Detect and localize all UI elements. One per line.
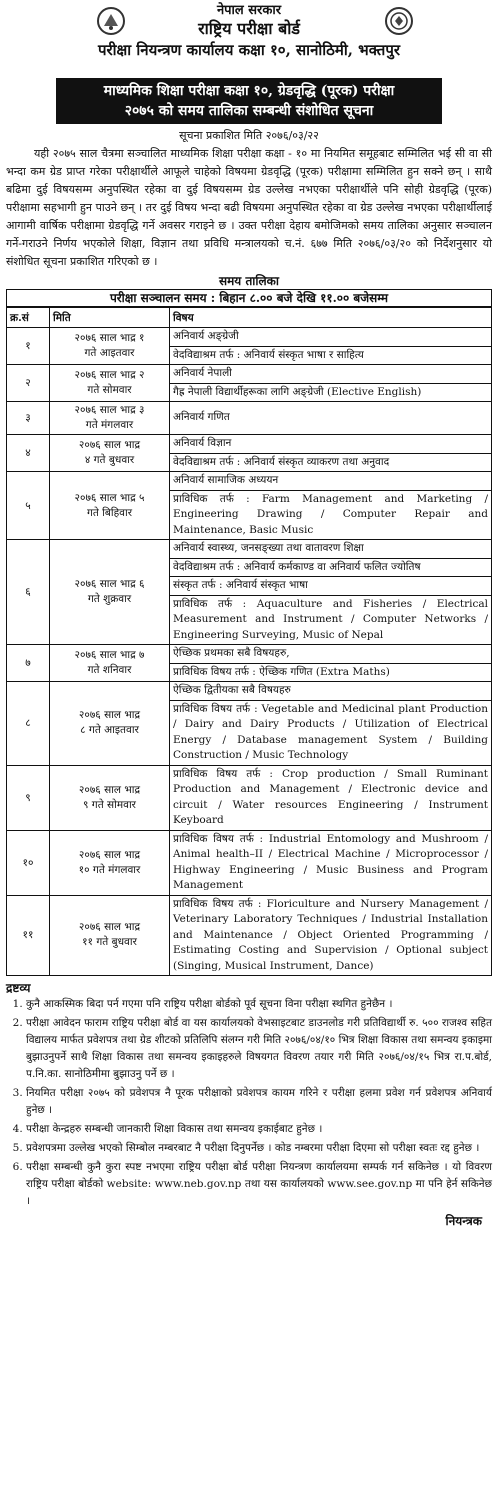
row-subject: अनिवार्य स्वास्थ्य, जनसङ्ख्या तथा वातावरण शिक्षा	[170, 540, 492, 559]
note-item: 4. परीक्षा केन्द्रहरु सम्बन्धी जानकारी शिक्षा विकास तथा समन्वय इकाईबाट हुनेछ ।	[26, 1121, 492, 1138]
intro-paragraph: यही २०७५ साल चैत्रमा सञ्चालित माध्यमिक शिक्षा परीक्षा कक्षा - १० मा नियमित समूहबाट सम्मिलित भई सी वा सी भन्दा कम ग्रेड प्राप्त गरेका परीक्षार्थीले आफूले चाहेको विषयमा ग्रेडवृद्धि (पूरक) परीक्षामा सम्मिलित हुन सक्ने छन् । साथै बढिमा दुई विषयसम्म अनुपस्थित रहेका वा दुई विषयसम्म ग्रेड उल्लेख नभएका परीक्षार्थीले पनि सोही ग्रेडवृद्धि (पूरक) परीक्षामा सहभागी हुन पाउने छन् । तर दुई विषय भन्दा बढी विषयमा अनुपस्थित रहेका वा ग्रेड उल्लेख नभएका परीक्षार्थीलाई आगामी वार्षिक परीक्षामा ग्रेडवृद्धि गर्ने अवसर गराइने छ । उक्त परीक्षा देहाय बमोजिमको समय तालिका अनुसार सञ्चालन गर्ने-गराउने निर्णय भएकोले शिक्षा, विज्ञान तथा प्रविधि मन्त्रालयको च.नं. ६७७ मिति २०७६/०३/२० को निर्देशनुसार यो संशोधित सूचना प्रकाशित गरिएको छ ।	[6, 147, 492, 268]
row-serial: २	[7, 365, 50, 402]
row-subject: प्राविधिक तर्फ : Farm Management and Marketing / Engineering Drawing / Computer Repair and Maintenance, Basic Music	[170, 490, 492, 540]
row-date-line-2: गते सोमवार	[87, 384, 132, 396]
row-serial: ७	[7, 645, 50, 682]
row-subject: गैह्र नेपाली विद्यार्थीहरूका लागि अङ्ग्रेजी (Elective English)	[170, 383, 492, 402]
row-subject: वेदविद्याश्रम तर्फ : अनिवार्य संस्कृत भाषा र साहित्य	[170, 346, 492, 365]
row-date-line-2: ११ गते बुधवार	[82, 936, 137, 949]
table-row	[7, 830, 492, 895]
row-serial: ८	[7, 682, 50, 766]
table-row	[7, 682, 492, 701]
row-subject: अनिवार्य अङ्ग्रेजी	[170, 328, 492, 347]
table-row	[7, 365, 492, 384]
row-serial: ११	[7, 895, 50, 976]
row-date-line-1: २०७६ साल भाद्र	[78, 439, 141, 451]
table-header-row	[7, 308, 492, 328]
table-row	[7, 402, 492, 435]
row-date-line-1: २०७६ साल भाद्र ७	[74, 649, 145, 661]
row-date-line-1: २०७६ साल भाद्र ६	[74, 578, 145, 590]
row-serial: ४	[7, 435, 50, 472]
row-date-line-1: २०७६ साल भाद्र १	[74, 332, 145, 344]
row-date-line-1: २०७६ साल भाद्र ३	[74, 404, 145, 416]
row-subject: प्राविधिक विषय तर्फ : Industrial Entomology and Mushroom / Animal health–II / Electrical Machine / Microprocessor / Highway Engineering / Music Business and Program Management	[170, 830, 492, 895]
nepal-emblem-icon	[96, 6, 126, 36]
note-item: 2. परीक्षा आवेदन फाराम राष्ट्रिय परीक्षा बोर्ड वा यस कार्यालयको वेभसाइटबाट डाउनलोड गरी प्रतिविद्यार्थी रु. ५०० राजश्व सहित विद्यालय मार्फत प्रवेशपत्र तथा ग्रेड शीटको प्रतिलिपि संलग्न गरी मिति २०७६/०४/१० भित्र शिक्षा विकास तथा समन्वय इकाइमा बुझाउनुपर्ने साथै शिक्षा विकास तथा समन्वय इकाइहरुले विषयगत विवरण तयार गरी मिति २०७६/०४/१५ भित्र रा.प.बोर्ड, प.नि.का. सानोठिमीमा बुझाउनु पर्ने छ ।	[26, 1015, 492, 1083]
row-subject: अनिवार्य विज्ञान	[170, 435, 492, 454]
row-date-line-2: गते आइतवार	[84, 347, 135, 359]
row-subject: अनिवार्य गणित	[170, 402, 492, 435]
header-sn: क्र.सं	[7, 308, 50, 328]
schedule-table	[6, 307, 492, 976]
row-date-line-2: गते शनिवार	[87, 664, 132, 676]
board-seal-icon	[384, 6, 414, 36]
note-item: 1. कुनै आकस्मिक बिदा पर्न गएमा पनि राष्ट्रिय परीक्षा बोर्डको पूर्व सूचना विना परीक्षा स्थगित हुनेछैन ।	[26, 996, 492, 1013]
header	[6, 0, 492, 78]
header-subject: विषय	[170, 308, 492, 328]
note-item: 5. प्रवेशपत्रमा उल्लेख भएको सिम्बोल नम्बरबाट नै परीक्षा दिनुपर्नेछ । कोड नम्बरमा परीक्षा दिएमा सो परीक्षा स्वतः रद्द हुनेछ ।	[26, 1140, 492, 1157]
row-subject: प्राविधिक विषय तर्फ : Crop production / Small Ruminant Production and Management / Electronic device and circuit / Water resources Engineering / Instrument Keyboard	[170, 765, 492, 830]
table-row	[7, 765, 492, 830]
row-date	[50, 830, 170, 895]
office-title: परीक्षा नियन्त्रण कार्यालय कक्षा १०, सानोठिमी, भक्तपुर	[98, 41, 400, 59]
row-date-line-1: २०७६ साल भाद्र	[78, 921, 141, 934]
board-title: राष्ट्रिय परीक्षा बोर्ड	[198, 19, 300, 38]
row-date-line-2: ८ गते आइतवार	[80, 724, 139, 737]
row-subject: ऐच्छिक प्रथमका सबै विषयहरु,	[170, 645, 492, 664]
row-subject: अनिवार्य नेपाली	[170, 365, 492, 384]
row-serial: ५	[7, 472, 50, 540]
row-serial: ९	[7, 765, 50, 830]
table-row	[7, 645, 492, 664]
notes-title: द्रष्टव्य	[6, 981, 31, 995]
exam-time: परीक्षा सञ्चालन समय : बिहान ८.०० बजे देखि ११.०० बजेसम्म	[6, 289, 492, 307]
table-row	[7, 328, 492, 347]
notice-banner	[56, 78, 442, 124]
row-date-line-1: २०७६ साल भाद्र २	[74, 369, 145, 381]
banner-line-1: माध्यमिक शिक्षा परीक्षा कक्षा १०, ग्रेडवृद्धि (पूरक) परीक्षा	[103, 83, 395, 99]
table-row	[7, 540, 492, 559]
note-item: 3. नियमित परीक्षा २०७५ को प्रवेशपत्र नै पूरक परीक्षाको प्रवेशपत्र कायम गरिने र परीक्षा हलमा प्रवेश गर्न प्रवेशपत्र अनिवार्य हुनेछ ।	[26, 1085, 492, 1119]
row-subject: वेदविद्याश्रम तर्फ : अनिवार्य कर्मकाण्ड वा अनिवार्य फलित ज्योतिष	[170, 558, 492, 577]
row-date-line-2: १० गते मंगलवार	[78, 863, 141, 876]
government-title: नेपाल सरकार	[216, 3, 282, 18]
row-date	[50, 682, 170, 766]
row-date-line-1: २०७६ साल भाद्र	[78, 783, 141, 796]
row-serial: ६	[7, 540, 50, 645]
row-subject: प्राविधिक विषय तर्फ : Floriculture and Nursery Management / Veterinary Laboratory Techniques / Industrial Installation and Maintenance / Object Oriented Programming / Estimating Costing and Supervision / Optional subject (Singing, Musical Instrument, Dance)	[170, 895, 492, 976]
row-date-line-2: गते शुक्रवार	[87, 593, 132, 605]
row-date	[50, 365, 170, 402]
row-subject: प्राविधिक विषय तर्फ : ऐच्छिक गणित (Extra Maths)	[170, 663, 492, 682]
row-date	[50, 472, 170, 540]
row-date-line-2: ९ गते सोमवार	[83, 798, 136, 811]
row-date	[50, 435, 170, 472]
row-date-line-2: गते मंगलवार	[85, 419, 134, 431]
banner-line-2: २०७५ को समय तालिका सम्बन्धी संशोधित सूचना	[124, 103, 374, 119]
row-date	[50, 540, 170, 645]
row-subject: अनिवार्य सामाजिक अध्ययन	[170, 472, 492, 491]
header-date: मिति	[50, 308, 170, 328]
note-item: 6. परीक्षा सम्बन्धी कुनै कुरा स्पष्ट नभएमा राष्ट्रिय परीक्षा बोर्ड परीक्षा नियन्त्रण कार्यालयमा सम्पर्क गर्न सकिनेछ । यो विवरण राष्ट्रिय परीक्षा बोर्डको website: www.neb.gov.np तथा यस कार्यालयको www.see.gov.np मा पनि हेर्न सकिनेछ ।	[26, 1159, 492, 1210]
schedule-title: समय तालिका	[219, 274, 279, 288]
signature: नियन्त्रक	[445, 1214, 482, 1228]
row-date-line-1: २०७६ साल भाद्र	[78, 848, 141, 861]
row-date	[50, 402, 170, 435]
table-row	[7, 895, 492, 976]
row-subject: प्राविधिक विषय तर्फ : Vegetable and Medicinal plant Production / Dairy and Dairy Products / Utilization of Electrical Energy / Database management System / Building Construction / Music Technology	[170, 700, 492, 765]
row-date-line-2: ४ गते बुधवार	[84, 454, 135, 466]
row-date-line-1: २०७६ साल भाद्र	[78, 709, 141, 722]
row-date	[50, 765, 170, 830]
row-serial: १	[7, 328, 50, 365]
row-serial: ३	[7, 402, 50, 435]
row-subject: ऐच्छिक द्वितीयका सबै विषयहरु	[170, 682, 492, 701]
row-date	[50, 645, 170, 682]
row-subject: प्राविधिक तर्फ : Aquaculture and Fisheries / Electrical Measurement and Instrument / Computer Networks / Engineering Surveying, Music of Nepal	[170, 595, 492, 645]
row-date-line-2: गते बिहिवार	[86, 506, 133, 519]
notes-list	[6, 996, 492, 1210]
row-date	[50, 328, 170, 365]
table-row	[7, 472, 492, 491]
published-date: सूचना प्रकाशित मिति २०७६/०३/२२	[179, 129, 319, 142]
row-date-line-1: २०७६ साल भाद्र ५	[74, 491, 145, 504]
row-subject: संस्कृत तर्फ : अनिवार्य संस्कृत भाषा	[170, 577, 492, 596]
row-subject: वेदविद्याश्रम तर्फ : अनिवार्य संस्कृत व्याकरण तथा अनुवाद	[170, 453, 492, 472]
row-serial: १०	[7, 830, 50, 895]
table-row	[7, 435, 492, 454]
row-date	[50, 895, 170, 976]
